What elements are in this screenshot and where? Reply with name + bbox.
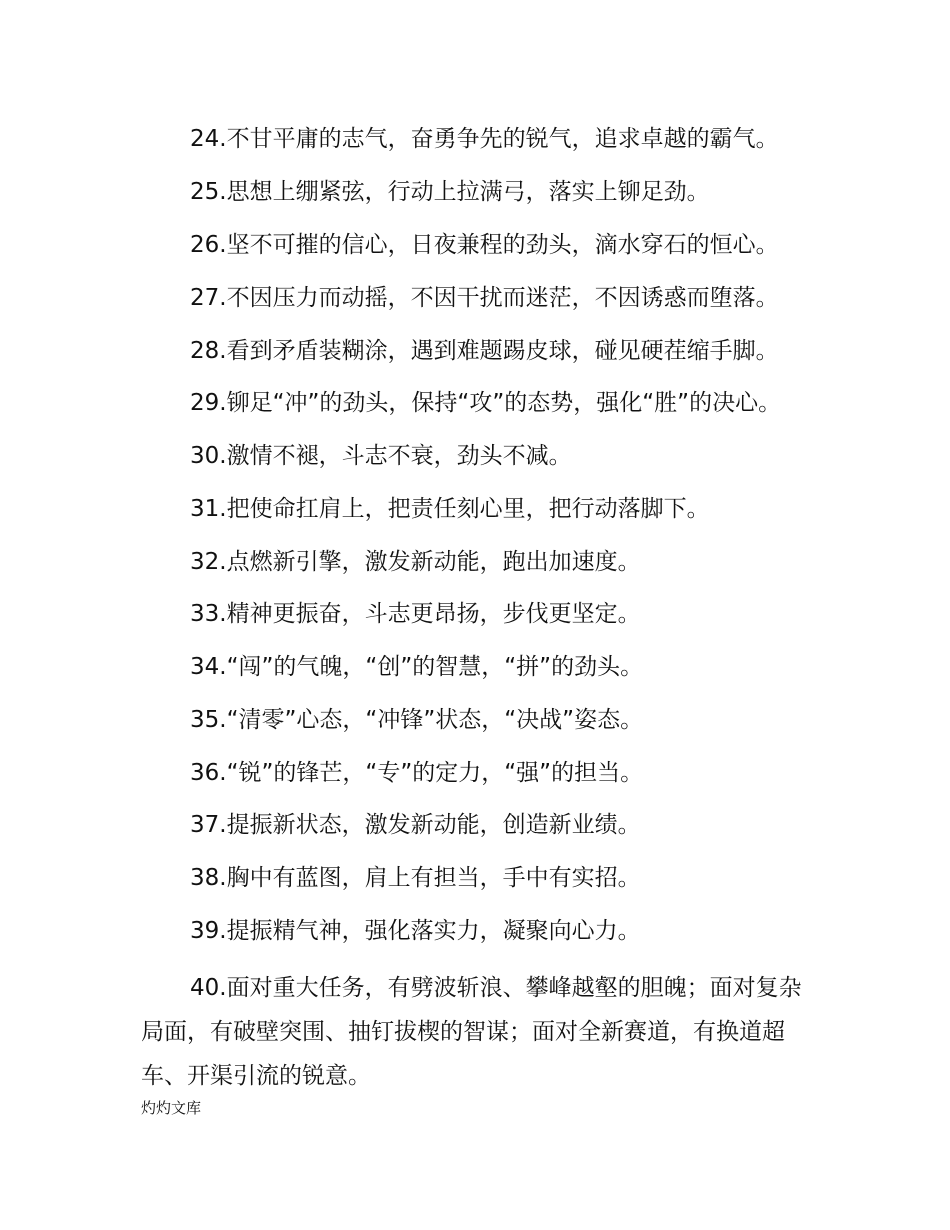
list-item: 26.坚不可摧的信心，日夜兼程的劲头，滴水穿石的恒心。 bbox=[190, 232, 779, 258]
list-item: 25.思想上绷紧弦，行动上拉满弓，落实上铆足劲。 bbox=[190, 179, 710, 205]
list-item: 31.把使命扛肩上，把责任刻心里，把行动落脚下。 bbox=[190, 496, 710, 522]
list-item: 37.提振新状态，激发新动能，创造新业绩。 bbox=[190, 812, 641, 838]
list-item: 27.不因压力而动摇，不因干扰而迷茫，不因诱惑而堕落。 bbox=[190, 285, 779, 311]
list-item: 29.铆足“冲”的劲头，保持“攻”的态势，强化“胜”的决心。 bbox=[190, 390, 782, 416]
list-item: 35.“清零”心态，“冲锋”状态，“决战”姿态。 bbox=[190, 707, 644, 733]
list-item: 30.激情不褪，斗志不衰，劲头不减。 bbox=[190, 443, 572, 469]
list-item: 39.提振精气神，强化落实力，凝聚向心力。 bbox=[190, 918, 641, 944]
footer-source: 灼灼文库 bbox=[141, 1099, 202, 1117]
list-item: 33.精神更振奋，斗志更昂扬，步伐更坚定。 bbox=[190, 601, 641, 627]
list-item-paragraph: 40.面对重大任务，有劈波斩浪、攀峰越壑的胆魄；面对复杂局面，有破壁突围、抽钉拔楔的智谋；面对全新赛道，有换道超车、开渠引流的锐意。 bbox=[141, 975, 802, 1089]
list-item: 24.不甘平庸的志气，奋勇争先的锐气，追求卓越的霸气。 bbox=[190, 126, 779, 152]
list-item: 36.“锐”的锋芒，“专”的定力，“强”的担当。 bbox=[190, 760, 644, 786]
list-item: 38.胸中有蓝图，肩上有担当，手中有实招。 bbox=[190, 865, 641, 891]
list-item: 32.点燃新引擎，激发新动能，跑出加速度。 bbox=[190, 549, 641, 575]
list-item: 28.看到矛盾装糊涂，遇到难题踢皮球，碰见硬茬缩手脚。 bbox=[190, 338, 779, 364]
list-item: 34.“闯”的气魄，“创”的智慧，“拼”的劲头。 bbox=[190, 654, 644, 680]
